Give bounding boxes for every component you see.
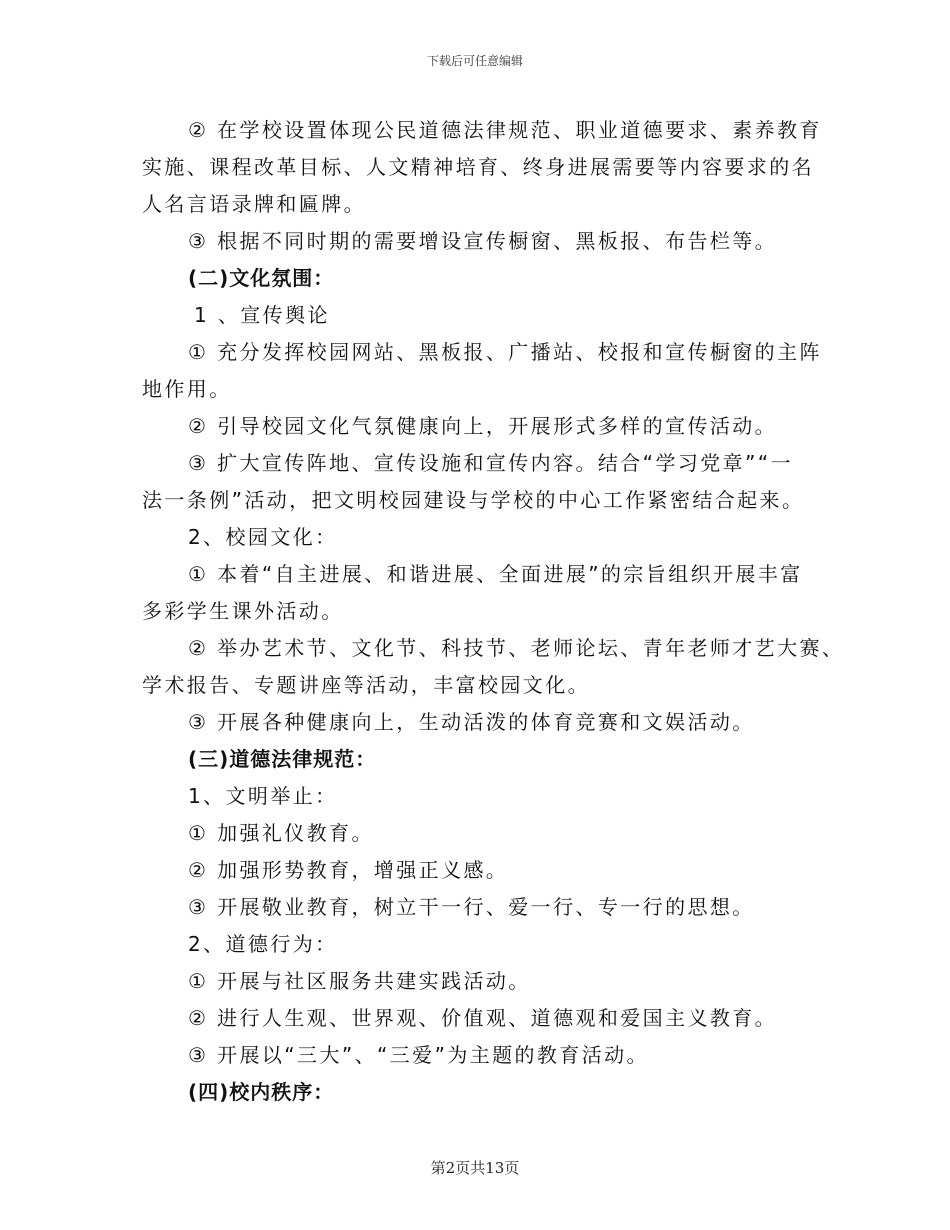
page-footer: 第2页共13页 bbox=[430, 1159, 520, 1177]
paragraph-line: ② 加强形势教育，增强正义感。 bbox=[188, 858, 509, 882]
paragraph-line: ② 举办艺术节、文化节、科技节、老师论坛、青年老师才艺大赛、 bbox=[188, 636, 845, 660]
section-heading: (三)道德法律规范： bbox=[188, 747, 377, 771]
subsection-heading: 2、校园文化： bbox=[188, 525, 338, 549]
subsection-heading: 1、文明举止： bbox=[188, 784, 338, 808]
paragraph-line: 多彩学生课外活动。 bbox=[142, 599, 344, 623]
paragraph-line: ③ 开展敬业教育，树立干一行、爱一行、专一行的思想。 bbox=[188, 895, 755, 919]
paragraph-line: ① 开展与社区服务共建实践活动。 bbox=[188, 969, 531, 993]
paragraph-line: ② 进行人生观、世界观、价值观、道德观和爱国主义教育。 bbox=[188, 1006, 778, 1030]
document-body bbox=[142, 112, 845, 1111]
paragraph-line: ③ 开展以“三大”、“三爱”为主题的教育活动。 bbox=[188, 1043, 649, 1067]
paragraph-line: ① 充分发挥校园网站、黑板报、广播站、校报和宣传橱窗的主阵 bbox=[188, 340, 822, 364]
paragraph-line: 人名言语录牌和匾牌。 bbox=[142, 192, 366, 216]
paragraph-line: ③ 开展各种健康向上，生动活泼的体育竞赛和文娱活动。 bbox=[188, 710, 755, 734]
subsection-heading: 2、道德行为： bbox=[188, 932, 338, 956]
paragraph-line: ② 引导校园文化气氛健康向上，开展形式多样的宣传活动。 bbox=[188, 414, 778, 438]
paragraph-line: ③ 根据不同时期的需要增设宣传橱窗、黑板报、布告栏等。 bbox=[188, 229, 778, 253]
paragraph-line: 地作用。 bbox=[142, 377, 232, 401]
paragraph-line: ② 在学校设置体现公民道德法律规范、职业道德要求、素养教育 bbox=[188, 118, 822, 142]
section-heading: (二)文化氛围： bbox=[188, 266, 335, 290]
subsection-heading: 1 、宣传舆论 bbox=[194, 303, 330, 327]
paragraph-line: 学术报告、专题讲座等活动，丰富校园文化。 bbox=[142, 673, 590, 697]
paragraph-line: ① 本着“自主进展、和谐进展、全面进展”的宗旨组织开展丰富 bbox=[188, 562, 803, 586]
paragraph-line: ① 加强礼仪教育。 bbox=[188, 821, 374, 845]
section-heading: (四)校内秩序： bbox=[188, 1080, 335, 1104]
page-header: 下载后可任意编辑 bbox=[426, 54, 523, 68]
paragraph-line: 法一条例”活动，把文明校园建设与学校的中心工作紧密结合起来。 bbox=[142, 488, 805, 512]
paragraph-line: ③ 扩大宣传阵地、宣传设施和宣传内容。结合“学习党章”“一 bbox=[188, 451, 793, 475]
paragraph-line: 实施、课程改革目标、人文精神培育、终身进展需要等内容要求的名 bbox=[142, 155, 814, 179]
